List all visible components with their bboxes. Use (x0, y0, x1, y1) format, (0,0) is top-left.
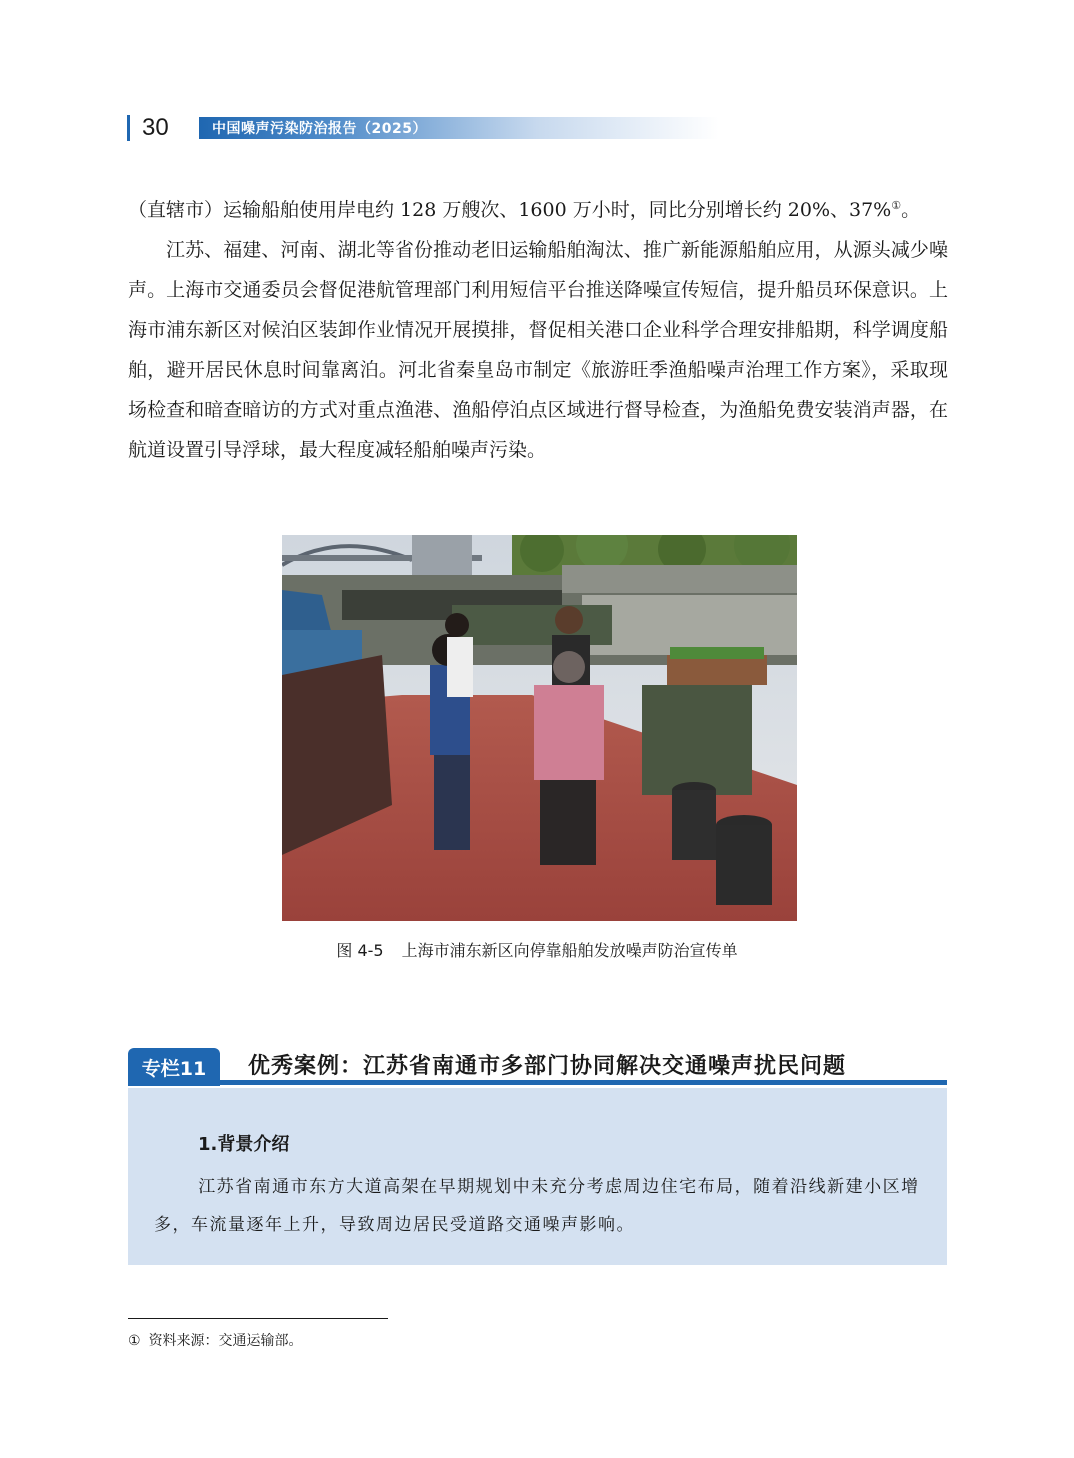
footnote (128, 1330, 303, 1350)
report-title: 中国噪声污染防治报告（2025） (212, 121, 427, 137)
body-paragraph-1 (128, 190, 948, 230)
header-accent-bar (127, 115, 130, 141)
page-number: 30 (142, 114, 169, 141)
body-paragraph-1-end: 。 (901, 199, 921, 221)
figure-photo-ship-deck (282, 535, 797, 921)
figure-caption (0, 938, 1074, 961)
section-heading: 1.背景介绍 (198, 1134, 290, 1155)
footnote-reference[interactable]: ① (891, 199, 902, 212)
header-title-band (199, 117, 719, 139)
special-column-box (128, 1088, 947, 1265)
footnote-divider (128, 1318, 388, 1319)
special-column-paragraph: 江苏省南通市东方大道高架在早期规划中未充分考虑周边住宅布局，随着沿线新建小区增多，车流量逐年上升，导致周边居民受道路交通噪声影响。 (154, 1177, 920, 1235)
special-column-tag: 专栏11 (128, 1048, 220, 1086)
figure-caption-text: 上海市浦东新区向停靠船舶发放噪声防治宣传单 (401, 941, 738, 960)
running-header (127, 114, 719, 142)
footnote-text: 资料来源：交通运输部。 (148, 1333, 303, 1349)
special-column-title: 优秀案例：江苏省南通市多部门协同解决交通噪声扰民问题 (248, 1054, 847, 1079)
figure-number: 图 4-5 (336, 941, 384, 960)
body-paragraph-2: 江苏、福建、河南、湖北等省份推动老旧运输船舶淘汰、推广新能源船舶应用，从源头减少噪声。上海市交通委员会督促港航管理部门利用短信平台推送降噪宣传短信，提升船员环保意识。上海市浦东新区对候泊区装卸作业情况开展摸排，督促相关港口企业科学合理安排船期，科学调度船舶，避开居民休息时间靠离泊。河北省秦皇岛市制定《旅游旺季渔船噪声治理工作方案》，采取现场检查和暗查暗访的方式对重点渔港、渔船停泊点区域进行督导检查，为渔船免费安装消声器，在航道设置引导浮球，最大程度减轻船舶噪声污染。 (128, 239, 948, 461)
special-column-rule (128, 1080, 947, 1085)
footnote-mark: ① (128, 1333, 141, 1349)
body-paragraph-1-text: （直辖市）运输船舶使用岸电约 128 万艘次、1600 万小时，同比分别增长约 20%、37% (128, 199, 892, 221)
